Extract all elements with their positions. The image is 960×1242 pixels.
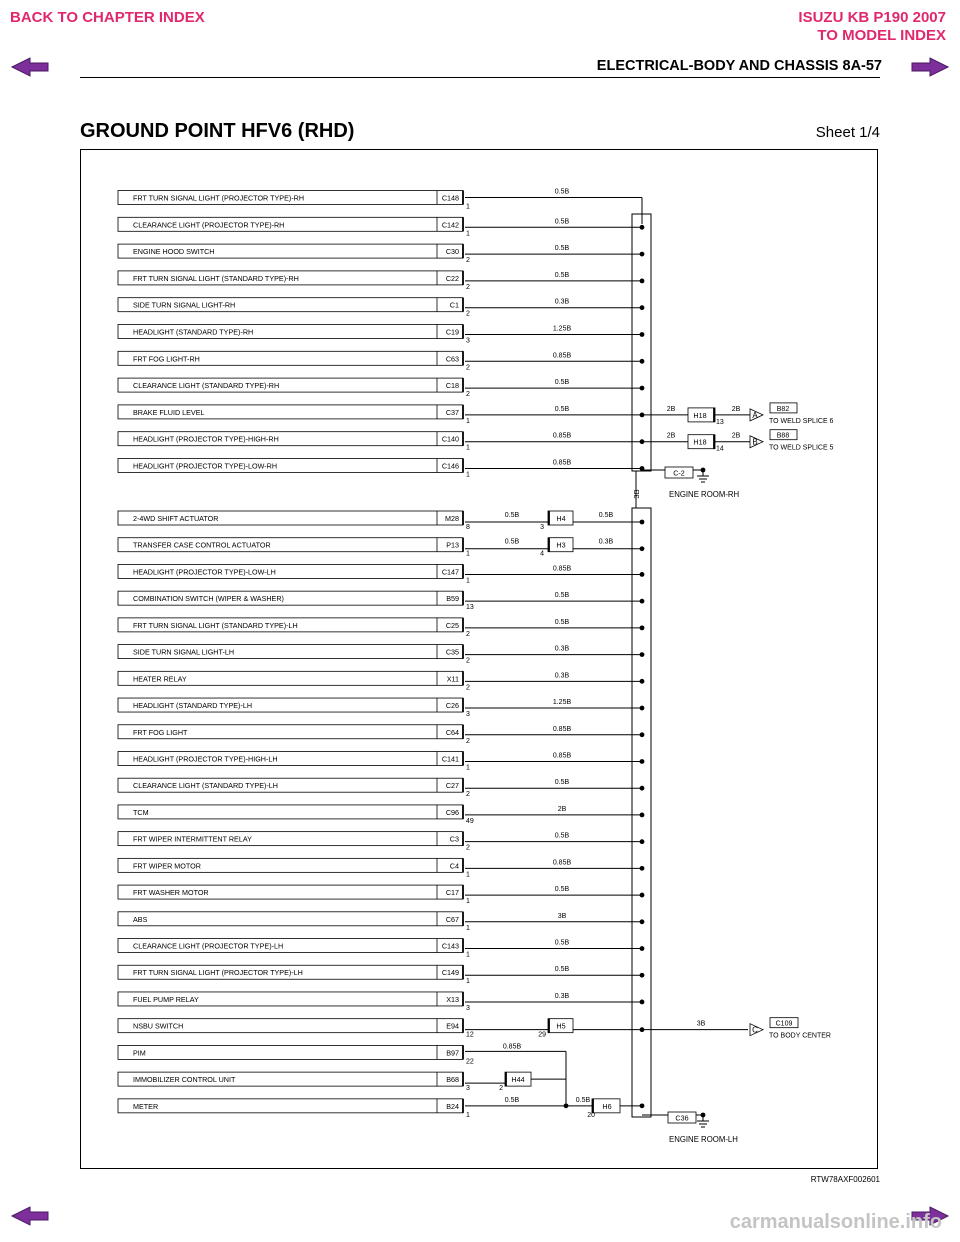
connector-code: C146	[441, 461, 459, 471]
wire-gauge-label: 0.85B	[552, 725, 572, 733]
inline-connector-code: H5	[556, 1021, 566, 1031]
connector-pin: 1	[466, 871, 470, 879]
component-name: ENGINE HOOD SWITCH	[133, 247, 215, 257]
connector-pin: 1	[466, 924, 470, 932]
connector-code: C96	[445, 807, 459, 817]
connector-code: C27	[445, 781, 459, 791]
inline-connector-pin: 3	[540, 524, 544, 531]
splice-letter: A	[752, 410, 758, 420]
wire-gauge-label: 0.85B	[552, 459, 572, 467]
wire-gauge-label: 0.5B	[554, 779, 570, 787]
component-name: SIDE TURN SIGNAL LIGHT-LH	[133, 647, 235, 657]
wire-gauge-label: 0.5B	[554, 618, 570, 626]
bus-link-wire-label: 3B	[632, 489, 641, 499]
wire-gauge-label: 0.5B	[504, 512, 520, 519]
connector-code: C18	[445, 381, 459, 391]
inline-connector-code: H18	[693, 410, 707, 420]
component-name: NSBU SWITCH	[133, 1021, 184, 1031]
splice-dot	[640, 225, 645, 230]
splice-dot	[640, 1103, 645, 1108]
wire-gauge-label: 0.5B	[554, 245, 570, 253]
component-name: HEADLIGHT (PROJECTOR TYPE)-LOW-LH	[133, 567, 276, 577]
component-name: FRT WIPER INTERMITTENT RELAY	[133, 834, 252, 844]
connector-code: P13	[446, 540, 459, 550]
component-name: TCM	[133, 807, 149, 817]
component-box	[118, 1099, 463, 1113]
inline-connector-pin: 14	[716, 445, 724, 453]
connector-code: C19	[445, 327, 459, 337]
wire-gauge-label: 2B	[666, 432, 676, 440]
wire-gauge-label: 1.25B	[552, 325, 572, 333]
inline-connector-code: H4	[556, 514, 566, 523]
prev-page-arrow-icon-bottom[interactable]	[10, 1205, 50, 1227]
wire-gauge-label: 0.3B	[598, 538, 614, 546]
wire-gauge-label: 0.85B	[552, 432, 572, 440]
inline-connector-code: H6	[602, 1101, 612, 1111]
wire-gauge-label: 0.5B	[598, 512, 614, 519]
splice-dot	[640, 813, 645, 818]
inline-connector-code: H3	[556, 540, 566, 550]
component-name: FRT FOG LIGHT-RH	[133, 354, 200, 364]
wire-gauge-label: 0.85B	[552, 752, 572, 760]
wire-gauge-label: 0.3B	[554, 992, 570, 1000]
back-to-chapter-index-link[interactable]: BACK TO CHAPTER INDEX	[10, 9, 205, 26]
connector-code: X11	[446, 674, 459, 684]
splice-dot	[640, 679, 645, 684]
component-name: FUEL PUMP RELAY	[133, 994, 199, 1004]
splice-dot	[640, 786, 645, 791]
wire-gauge-label: 0.85B	[552, 565, 572, 573]
splice-dot	[640, 839, 645, 844]
wire-gauge-label: 0.5B	[504, 1096, 520, 1104]
diagram-title: GROUND POINT HFV6 (RHD)	[80, 120, 355, 142]
wire-gauge-label: 0.5B	[554, 218, 570, 226]
connector-pin: 1	[466, 444, 470, 452]
component-name: METER	[133, 1101, 159, 1111]
splice-dot	[640, 599, 645, 604]
connector-pin: 2	[466, 844, 470, 852]
component-name: CLEARANCE LIGHT (STANDARD TYPE)-LH	[133, 781, 278, 791]
wire-gauge-label: 0.5B	[575, 1096, 591, 1104]
inline-connector-pin: 29	[538, 1031, 546, 1039]
connector-code: B59	[446, 594, 459, 604]
connector-code: B68	[446, 1075, 459, 1085]
component-name: COMBINATION SWITCH (WIPER & WASHER)	[133, 594, 284, 604]
wire-gauge-label: 2B	[731, 405, 741, 413]
wire-gauge-label: 2B	[557, 805, 567, 813]
target-code: C109	[775, 1020, 793, 1028]
connector-code: C63	[445, 354, 459, 364]
component-name: ABS	[133, 914, 148, 924]
connector-code: C1	[449, 300, 459, 310]
component-name: FRT WIPER MOTOR	[133, 861, 201, 871]
component-name: CLEARANCE LIGHT (PROJECTOR TYPE)-RH	[133, 220, 285, 230]
connector-pin: 22	[466, 1058, 474, 1066]
connector-pin: 12	[466, 1031, 474, 1039]
component-name: 2-4WD SHIFT ACTUATOR	[133, 514, 219, 523]
wire-gauge-label: 1.25B	[552, 699, 572, 707]
wire-gauge-label: 0.5B	[554, 939, 570, 947]
connector-pin: 3	[466, 1004, 470, 1012]
splice-dot	[640, 919, 645, 924]
connector-code: C26	[445, 701, 459, 711]
wire-gauge-label: 3B	[696, 1020, 706, 1028]
connector-code: X13	[446, 994, 459, 1004]
splice-dot	[640, 305, 645, 310]
wire-gauge-label: 0.5B	[554, 832, 570, 840]
splice-dot	[640, 893, 645, 898]
splice-dot	[640, 1000, 645, 1005]
inline-connector-pin: 4	[540, 550, 544, 558]
splice-dot	[640, 973, 645, 978]
ground-location-label: ENGINE ROOM-LH	[669, 1135, 738, 1144]
component-name: HEADLIGHT (PROJECTOR TYPE)-LOW-RH	[133, 461, 278, 471]
connector-code: C35	[445, 647, 459, 657]
connector-pin: 1	[466, 764, 470, 772]
connector-code: C141	[441, 754, 459, 764]
connector-code: C4	[449, 861, 459, 871]
splice-dot	[640, 625, 645, 630]
splice-dot	[640, 386, 645, 391]
connector-code: C149	[441, 968, 459, 978]
connector-pin: 1	[466, 898, 470, 906]
component-name: FRT WASHER MOTOR	[133, 888, 209, 898]
component-name: TRANSFER CASE CONTROL ACTUATOR	[133, 540, 271, 550]
component-box	[118, 805, 463, 819]
component-name: CLEARANCE LIGHT (PROJECTOR TYPE)-LH	[133, 941, 284, 951]
connector-code: C143	[441, 941, 459, 951]
connector-pin: 2	[466, 391, 470, 399]
connector-pin: 2	[466, 630, 470, 638]
connector-pin: 1	[466, 417, 470, 425]
wire-gauge-label: 0.3B	[554, 298, 570, 306]
connector-pin: 1	[466, 550, 470, 558]
component-name: FRT TURN SIGNAL LIGHT (STANDARD TYPE)-RH	[133, 273, 299, 283]
component-name: HEADLIGHT (STANDARD TYPE)-LH	[133, 701, 253, 711]
splice-dot	[640, 572, 645, 577]
connector-code: C148	[441, 193, 459, 203]
connector-pin: 2	[466, 791, 470, 799]
ground-code: C36	[675, 1113, 689, 1123]
splice-dot	[640, 520, 645, 525]
connector-code: C25	[445, 620, 459, 630]
connector-code: C64	[445, 727, 459, 737]
connector-pin: 3	[466, 337, 470, 345]
connector-code: C17	[445, 888, 459, 898]
connector-code: C67	[445, 914, 459, 924]
connector-code: C30	[445, 247, 459, 257]
section-title: ELECTRICAL-BODY AND CHASSIS 8A-57	[596, 58, 882, 74]
splice-letter: C	[752, 1025, 758, 1035]
wire-gauge-label: 0.5B	[554, 405, 570, 413]
component-box	[118, 1045, 463, 1059]
component-name: BRAKE FLUID LEVEL	[133, 407, 205, 417]
wire-gauge-label: 2B	[666, 405, 676, 413]
connector-pin: 2	[466, 364, 470, 372]
component-name: FRT TURN SIGNAL LIGHT (PROJECTOR TYPE)-LH	[133, 968, 303, 978]
target-label: TO BODY CENTER	[769, 1032, 831, 1040]
connector-code: C140	[441, 434, 459, 444]
target-label: TO WELD SPLICE 6	[769, 417, 834, 425]
wire-gauge-label: 0.5B	[554, 188, 570, 196]
splice-dot	[640, 652, 645, 657]
connector-pin: 1	[466, 951, 470, 959]
connector-code: C3	[449, 834, 459, 844]
wire-gauge-label: 0.5B	[554, 886, 570, 894]
wire-gauge-label: 0.5B	[554, 966, 570, 974]
to-model-index-link[interactable]: TO MODEL INDEX	[817, 27, 946, 44]
splice-dot	[640, 759, 645, 764]
connector-pin: 3	[466, 1085, 470, 1093]
wire-gauge-label: 0.5B	[554, 592, 570, 600]
component-name: HEATER RELAY	[133, 674, 187, 684]
wire-gauge-label: 0.5B	[554, 271, 570, 279]
splice-dot	[640, 866, 645, 871]
connector-pin: 2	[466, 657, 470, 665]
splice-dot	[640, 946, 645, 951]
inline-connector-code: H44	[511, 1075, 525, 1085]
splice-dot	[640, 732, 645, 737]
target-label: TO WELD SPLICE 5	[769, 444, 834, 452]
model-name: ISUZU KB P190 2007	[798, 9, 946, 26]
wire-gauge-label: 2B	[731, 432, 741, 440]
wire-gauge-label: 3B	[557, 912, 567, 920]
splice-letter: B	[752, 437, 758, 447]
wire-gauge-label: 0.5B	[504, 538, 520, 546]
connector-code: C142	[441, 220, 459, 230]
connector-pin: 1	[466, 1111, 470, 1119]
connector-pin: 49	[466, 817, 474, 825]
connector-pin: 1	[466, 203, 470, 211]
connector-pin: 2	[466, 310, 470, 318]
ground-location-label: ENGINE ROOM-RH	[669, 490, 740, 499]
component-name: HEADLIGHT (PROJECTOR TYPE)-HIGH-RH	[133, 434, 279, 444]
connector-code: M28	[445, 514, 459, 523]
component-box	[118, 912, 463, 926]
connector-code: C37	[445, 407, 459, 417]
inline-connector-pin: 13	[716, 418, 724, 426]
splice-dot	[640, 252, 645, 257]
wire-gauge-label: 0.85B	[502, 1043, 522, 1051]
inline-connector-pin: 2	[499, 1085, 503, 1093]
connector-code: B97	[446, 1048, 459, 1058]
connector-pin: 2	[466, 283, 470, 291]
inline-connector-pin: 20	[587, 1111, 595, 1119]
connector-pin: 8	[466, 524, 470, 531]
connector-pin: 1	[466, 978, 470, 986]
inline-connector-code: H18	[693, 437, 707, 447]
sheet-label: Sheet 1/4	[815, 124, 880, 141]
connector-pin: 2	[466, 684, 470, 692]
connector-code: B24	[446, 1101, 459, 1111]
connector-code: C147	[441, 567, 459, 577]
splice-dot	[640, 706, 645, 711]
component-name: CLEARANCE LIGHT (STANDARD TYPE)-RH	[133, 381, 280, 391]
splice-dot	[640, 359, 645, 364]
component-name: HEADLIGHT (STANDARD TYPE)-RH	[133, 327, 254, 337]
splice-dot	[640, 332, 645, 337]
component-name: SIDE TURN SIGNAL LIGHT-RH	[133, 300, 236, 310]
connector-pin: 1	[466, 577, 470, 585]
component-name: PIM	[133, 1048, 146, 1058]
connector-code: C22	[445, 273, 459, 283]
component-name: FRT TURN SIGNAL LIGHT (PROJECTOR TYPE)-RH	[133, 193, 305, 203]
footer-watermark: carmanualsonline.info	[729, 1211, 942, 1233]
figure-code: RTW78AXF002601	[810, 1175, 880, 1184]
splice-dot	[640, 546, 645, 551]
wire-gauge-label: 0.85B	[552, 859, 572, 867]
target-code: B88	[776, 432, 790, 440]
connector-pin: 1	[466, 230, 470, 238]
wire-gauge-label: 0.85B	[552, 352, 572, 360]
component-name: FRT FOG LIGHT	[133, 727, 188, 737]
connector-pin: 13	[466, 604, 474, 612]
wire-gauge-label: 0.3B	[554, 645, 570, 653]
component-name: HEADLIGHT (PROJECTOR TYPE)-HIGH-LH	[133, 754, 278, 764]
connector-pin: 2	[466, 257, 470, 265]
ground-code: C-2	[673, 468, 685, 478]
connector-pin: 3	[466, 711, 470, 719]
connector-pin: 1	[466, 471, 470, 479]
component-name: FRT TURN SIGNAL LIGHT (STANDARD TYPE)-LH	[133, 620, 298, 630]
component-name: IMMOBILIZER CONTROL UNIT	[133, 1075, 236, 1085]
splice-dot	[640, 279, 645, 284]
wire-gauge-label: 0.5B	[554, 379, 570, 387]
target-code: B82	[776, 405, 790, 413]
connector-code: E94	[446, 1021, 459, 1031]
connector-pin: 2	[466, 737, 470, 745]
wire-gauge-label: 0.3B	[554, 672, 570, 680]
